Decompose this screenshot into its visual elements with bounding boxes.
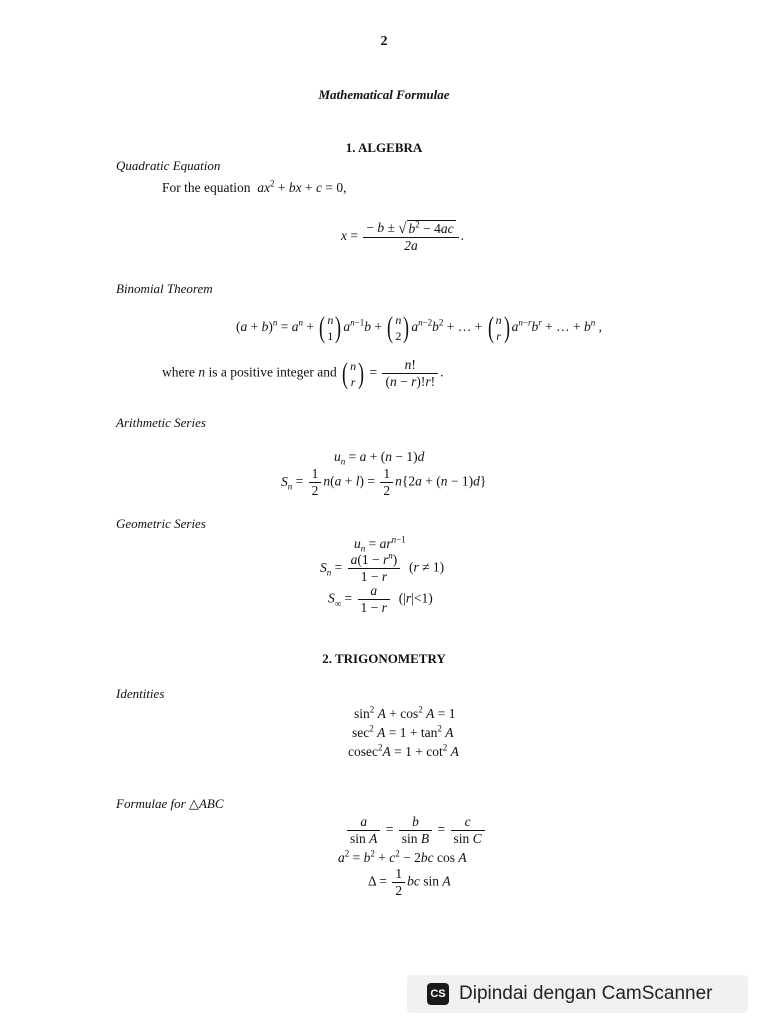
subsection-geometric-series: Geometric Series — [116, 516, 206, 531]
section-heading-trigonometry: 2. TRIGONOMETRY — [322, 651, 446, 666]
section-heading-algebra: 1. ALGEBRA — [345, 140, 423, 155]
binomial-coefficient-definition: where n is a positive integer and ( n r ) = $\frac{n!}{(n - r)!r!}$ . — [162, 356, 444, 390]
binomial-coefficient-n-2: ( n 2 ) — [387, 311, 410, 344]
page-number: 2 — [380, 34, 388, 49]
binomial-coefficient-n-1: ( n 1 ) — [319, 311, 342, 344]
cosine-rule: $a^2 = b^2 + c^2 - 2bc$ cos A — [338, 848, 467, 865]
subsection-binomial-theorem: Binomial Theorem — [116, 281, 213, 296]
identity-sec-tan: $\sec^2 A = 1 + \tan^2 A$ — [352, 723, 454, 740]
camscanner-watermark-text: Dipindai dengan CamScanner — [459, 983, 713, 1004]
subsection-identities: Identities — [116, 686, 165, 701]
positive-integer-text: is a positive integer and — [208, 364, 337, 380]
geometric-sum-formula: $S_n$ = $\frac{a(1 - r^n)}{1 - r}$ (r ≠ 1) — [320, 550, 445, 584]
arithmetic-nth-term: $u_n = a + (n - 1)d$ — [334, 449, 425, 467]
camscanner-logo-icon: CS — [427, 983, 449, 1005]
where-text: where — [162, 364, 195, 380]
quadratic-equation-statement — [162, 180, 346, 196]
identity-sin-cos: $\sin^2 A + \cos^2 A = 1$ — [354, 704, 456, 721]
binomial-theorem-formula: $(a + b)^n = a^n$ + ( n 1 ) $a^{n-1}b$ + ( n 2 ) $a^{n-2}b^2$ + … + ( n r ) $a^{n-r}b^r$ + … + $b^n$ , — [236, 311, 602, 344]
document-title: Mathematical Formulae — [318, 87, 450, 102]
sine-rule: $\frac{a}{\text{sin A}}$ = $\frac{b}{\text{sin B}}$ = $\frac{c}{\text{sin C}}$ — [345, 814, 487, 847]
identity-cosec-cot: $cosec^2A = 1 + \cot^2 A$ — [348, 742, 459, 759]
triangle-area-formula: Δ = $\frac{1}{2}$ bc sin A — [368, 866, 451, 898]
geometric-nth-term: $u_n = ar^{n-1}$ — [354, 534, 406, 554]
quadratic-formula: x = $\frac{- b \pm √ b^2 - 4ac}{2a}$ . — [341, 219, 465, 253]
geometric-sum-to-infinity: $S_\infty$ = $\frac{a}{1 - r}$ (|r|<1) — [328, 583, 433, 615]
binomial-coefficient-fraction: $\frac{n!}{(n - r)!r!}$ — [382, 357, 438, 390]
camscanner-watermark — [407, 975, 748, 1013]
binomial-coefficient-n-r: ( n r ) — [487, 311, 510, 344]
quadratic-equation-formula: $ax^2$ + bx + c = 0, — [257, 178, 347, 195]
arithmetic-sum-formula: $S_n$ = $\frac{1}{2}$ n(a + l) = $\frac{1}{2}$ n{2a + (n − 1)d} — [281, 466, 487, 498]
subsection-triangle-formulae: Formulae for △ABC — [116, 796, 224, 811]
for-the-equation-text: For the equation — [162, 180, 251, 195]
subsection-arithmetic-series: Arithmetic Series — [116, 415, 206, 430]
quadratic-formula-fraction: $\frac{- b \pm √ b^2 - 4ac}{2a}$ — [363, 220, 458, 254]
subsection-quadratic-equation: Quadratic Equation — [116, 158, 221, 173]
